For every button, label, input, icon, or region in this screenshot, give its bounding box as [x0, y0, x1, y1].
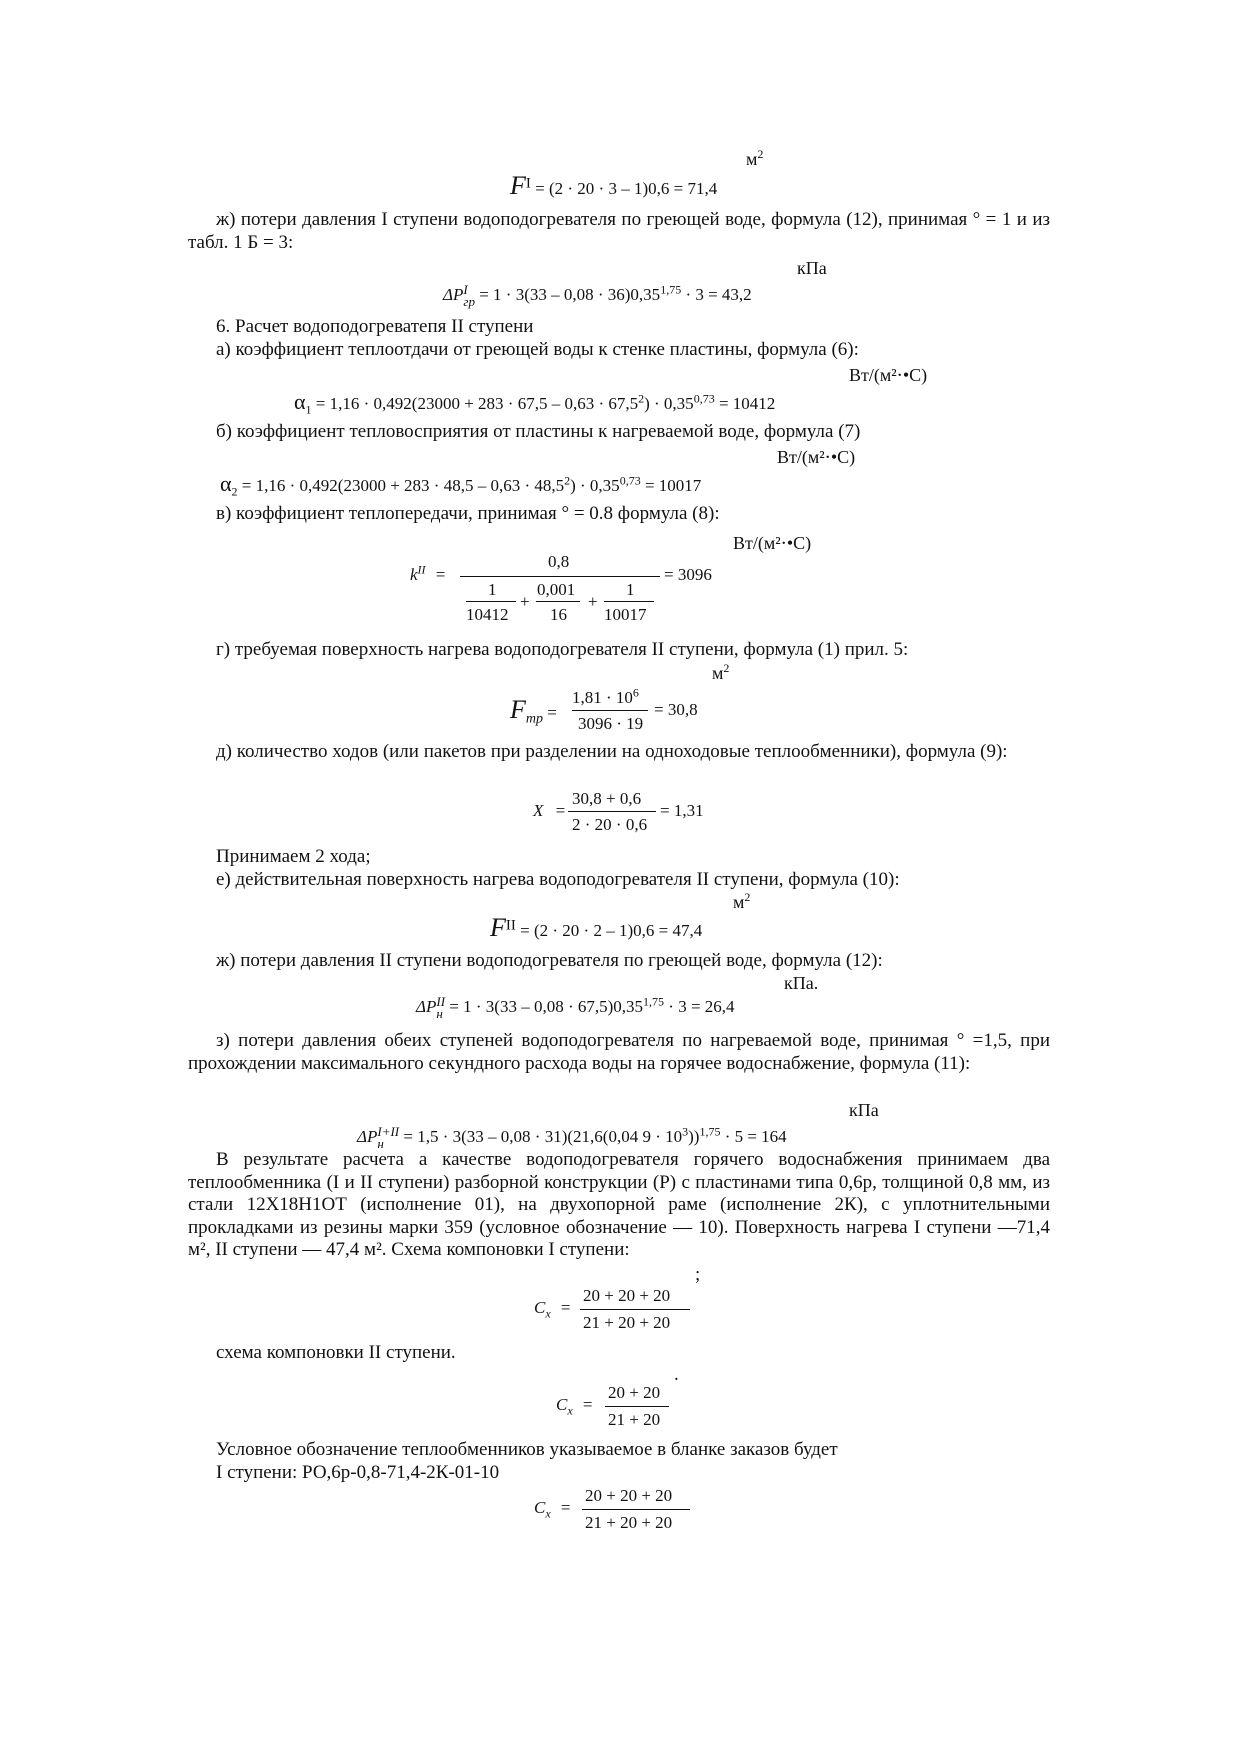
unit-m2-2 [712, 662, 729, 684]
f5-d2: 16 [550, 605, 567, 624]
f12-C: C [556, 1395, 568, 1414]
f4-sub: 2 [231, 484, 238, 499]
f5-k [410, 562, 446, 585]
f11-lhs [534, 1298, 571, 1321]
f13-sub: x [545, 1506, 551, 1521]
f13-lhs [534, 1498, 571, 1521]
f5-n3: 1 [626, 580, 635, 599]
paragraph-a: а) коэффициент теплоотдачи от греющей воды к стенке пластины, формула (6): [216, 339, 859, 360]
f11-eq: = [560, 1298, 571, 1317]
f6-res: = 30,8 [654, 700, 698, 719]
f7-eq: = [555, 801, 566, 820]
unit-m2 [746, 148, 763, 170]
dot-mark: . [674, 1364, 679, 1385]
f2-exp: 1,75 [660, 282, 682, 297]
f13-bar [582, 1509, 690, 1510]
unit-m2-text: м [746, 149, 758, 169]
paragraph-zh1: ж) потери давления I ступени водоподогревателя по греющей воде, формула (12), принимая ° = 1 и из табл. 1 Б = 3: [188, 209, 1050, 253]
f6-bar [572, 710, 648, 711]
formula-f1 [510, 171, 718, 200]
f10-sub: н [377, 1136, 384, 1151]
f10-expr-b: )) [688, 1126, 700, 1146]
paragraph-g: г) требуемая поверхность нагрева водоподогревателя II ступени, формула (1) прил. 5: [216, 639, 909, 660]
f12-den: 21 + 20 [608, 1410, 661, 1429]
paragraph-d: д) количество ходов (или пакетов при разделении на одноходовые теплообменники), формула (9): [216, 741, 1008, 762]
unit-kpa-dot: кПа. [784, 973, 819, 993]
formula-f10 [357, 1126, 787, 1150]
f6-sub: тр [525, 711, 544, 727]
unit-wmc-3: Вт/(м²⋅•С) [733, 533, 812, 553]
f5-bar1 [466, 601, 516, 602]
f9-lhs: ΔP [416, 996, 437, 1016]
f9-sup: II [436, 994, 446, 1009]
f5-d1: 10412 [466, 605, 509, 624]
f9-expr-b: · 3 = 26,4 [668, 996, 735, 1016]
f11-bar [580, 1309, 690, 1310]
f5-bar2 [536, 601, 580, 602]
f12-sub: x [567, 1403, 573, 1418]
f5-k-letter: k [410, 565, 418, 584]
unit-m2-exp: 2 [757, 147, 764, 161]
f8-expr: = (2 · 20 · 2 – 1)0,6 = 47,4 [520, 921, 703, 940]
semicolon-mark: ; [695, 1264, 701, 1285]
f1-sup: I [525, 175, 531, 192]
f3-expr-c: = 10412 [718, 394, 776, 413]
f12-lhs [556, 1395, 593, 1418]
f9-exp: 1,75 [643, 994, 665, 1009]
formula-f3 [294, 389, 776, 417]
f9-expr-a: = 1 · 3(33 – 0,08 · 67,5)0,35 [449, 996, 644, 1016]
f4-expr-b: ) · 0,35 [570, 476, 620, 495]
paragraph-stage1: I ступени: РО,6р-0,8-71,4-2К-01-10 [216, 1462, 500, 1483]
f11-den: 21 + 20 + 20 [583, 1313, 671, 1332]
f10-expr-c: · 5 = 164 [724, 1126, 787, 1146]
f11-C: C [534, 1298, 546, 1317]
paragraph-z: з) потери давления обеих ступеней водоподогревателя по нагреваемой воде, принимая ° =1,5, при прохождении максимального секундного расхода воды на горячее водоснабжение, формула (11): [188, 1030, 1050, 1074]
paragraph-b: б) коэффициент тепловосприятия от пластины к нагреваемой воде, формула (7) [216, 421, 861, 442]
f6-num-text: 1,81 · 10 [572, 688, 633, 707]
f12-bar [605, 1406, 669, 1407]
f6-eq: = [547, 703, 557, 722]
f5-bar3 [604, 601, 654, 602]
f8-sup: II [505, 917, 516, 934]
f6-F: F [510, 695, 526, 724]
f5-eq: = [435, 565, 446, 584]
f5-plus1: + [520, 592, 530, 611]
f5-n2: 0,001 [537, 580, 576, 599]
unit-m2-3-exp: 2 [744, 890, 751, 904]
f2-sub: гр [463, 294, 475, 309]
f6-num [572, 685, 639, 708]
f2-expr-a: = 1 · 3(33 – 0,08 · 36)0,35 [479, 284, 661, 304]
f2-expr-b: · 3 = 43,2 [685, 284, 752, 304]
section-6-heading: 6. Расчет водоподогреватепя II ступени [216, 316, 534, 337]
f2-lhs: ΔP [443, 284, 464, 304]
f7-res: = 1,31 [660, 801, 704, 820]
f3-alpha: α [294, 389, 306, 414]
f11-sub: x [545, 1306, 551, 1321]
f10-lhs: ΔP [357, 1126, 378, 1146]
formula-f2 [443, 284, 752, 308]
f4-alpha: α [220, 471, 232, 496]
f10-expr-a: = 1,5 · 3(33 – 0,08 · 31)(21,6(0,04 9 · 10 [403, 1126, 683, 1146]
f4-expr-a: = 1,16 · 0,492(23000 + 283 · 48,5 – 0,63 · 48,5 [241, 476, 565, 495]
unit-wmc-2: Вт/(м²⋅•С) [777, 447, 856, 467]
f10-exp: 1,75 [699, 1124, 721, 1139]
f5-sup: II [417, 562, 426, 577]
f12-eq: = [582, 1395, 593, 1414]
f7-X: X [533, 801, 544, 820]
unit-wmc-1: Вт/(м²⋅•С) [849, 365, 928, 385]
f9-sub: н [436, 1006, 443, 1021]
paragraph-cond: Условное обозначение теплообменников указываемое в бланке заказов будет [216, 1439, 838, 1460]
unit-m2-3 [733, 891, 750, 913]
paragraph-prin: Принимаем 2 хода; [216, 846, 371, 867]
unit-m2-2-exp: 2 [723, 661, 730, 675]
f3-exp: 0,73 [693, 391, 715, 406]
f7-num: 30,8 + 0,6 [572, 789, 642, 808]
f4-exp: 0,73 [619, 473, 641, 488]
f1-F: F [510, 171, 526, 200]
f3-sub: 1 [305, 402, 312, 417]
f4-sq: 2 [564, 473, 571, 488]
f4-expr-c: = 10017 [644, 476, 702, 495]
paragraph-scheme2: схема компоновки II ступени. [216, 1342, 456, 1363]
formula-f4 [220, 471, 702, 499]
f6-lhs [510, 695, 557, 727]
unit-kpa-1: кПа [797, 258, 827, 278]
f5-plus2: + [588, 592, 598, 611]
formula-f8 [490, 913, 703, 942]
f13-den: 21 + 20 + 20 [585, 1513, 673, 1532]
f8-F: F [490, 913, 506, 942]
f1-expr: = (2 · 20 · 3 – 1)0,6 = 71,4 [535, 179, 718, 198]
f13-num: 20 + 20 + 20 [585, 1486, 673, 1505]
paragraph-e: е) действительная поверхность нагрева водоподогревателя II ступени, формула (10): [216, 869, 900, 890]
f13-C: C [534, 1498, 546, 1517]
f6-den: 3096 · 19 [578, 714, 644, 733]
f5-num: 0,8 [548, 552, 570, 571]
f2-sup: I [463, 282, 468, 297]
f13-eq: = [560, 1498, 571, 1517]
f7-bar [568, 811, 656, 812]
paragraph-result: В результате расчета а качестве водоподогревателя горячего водоснабжения принимаем два теплообменника (I и II ступени) разборной конструкции (Р) с пластинами типа 0,6р, толщиной 0,8 мм, из стали 12Х18Н1ОТ (исполнение 01), на двухопорной раме (исполнение 2К), с уплотнительными прокладками из резины марки 359 (условное обозначение — 10). Поверхность нагрева I ступени —71,4 м², II ступени — 47,4 м². Схема компоновки I ступени: [188, 1149, 1050, 1260]
f3-expr-a: = 1,16 · 0,492(23000 + 283 · 67,5 – 0,63 · 67,5 [315, 394, 639, 413]
formula-f9 [416, 996, 735, 1020]
f6-num-exp: 6 [632, 685, 639, 700]
f5-d3: 10017 [604, 605, 647, 624]
f12-num: 20 + 20 [608, 1383, 661, 1402]
f10-sup: I+II [377, 1124, 400, 1139]
f7-den: 2 · 20 · 0,6 [572, 815, 648, 834]
f3-expr-b: ) · 0,35 [644, 394, 694, 413]
unit-m2-2-text: м [712, 663, 724, 683]
f10-e3: 3 [682, 1124, 689, 1139]
f5-n1: 1 [488, 580, 497, 599]
paragraph-v: в) коэффициент теплопередачи, принимая ° = 0.8 формула (8): [216, 503, 720, 524]
paragraph-zh2: ж) потери давления II ступени водоподогревателя по греющей воде, формула (12): [216, 950, 883, 971]
f5-main-bar [460, 576, 660, 577]
f3-sq: 2 [638, 391, 645, 406]
f11-num: 20 + 20 + 20 [583, 1286, 671, 1305]
unit-m2-3-text: м [733, 892, 745, 912]
f7-lhs [533, 801, 565, 821]
f5-res: = 3096 [664, 565, 712, 584]
unit-kpa-2: кПа [849, 1100, 879, 1120]
